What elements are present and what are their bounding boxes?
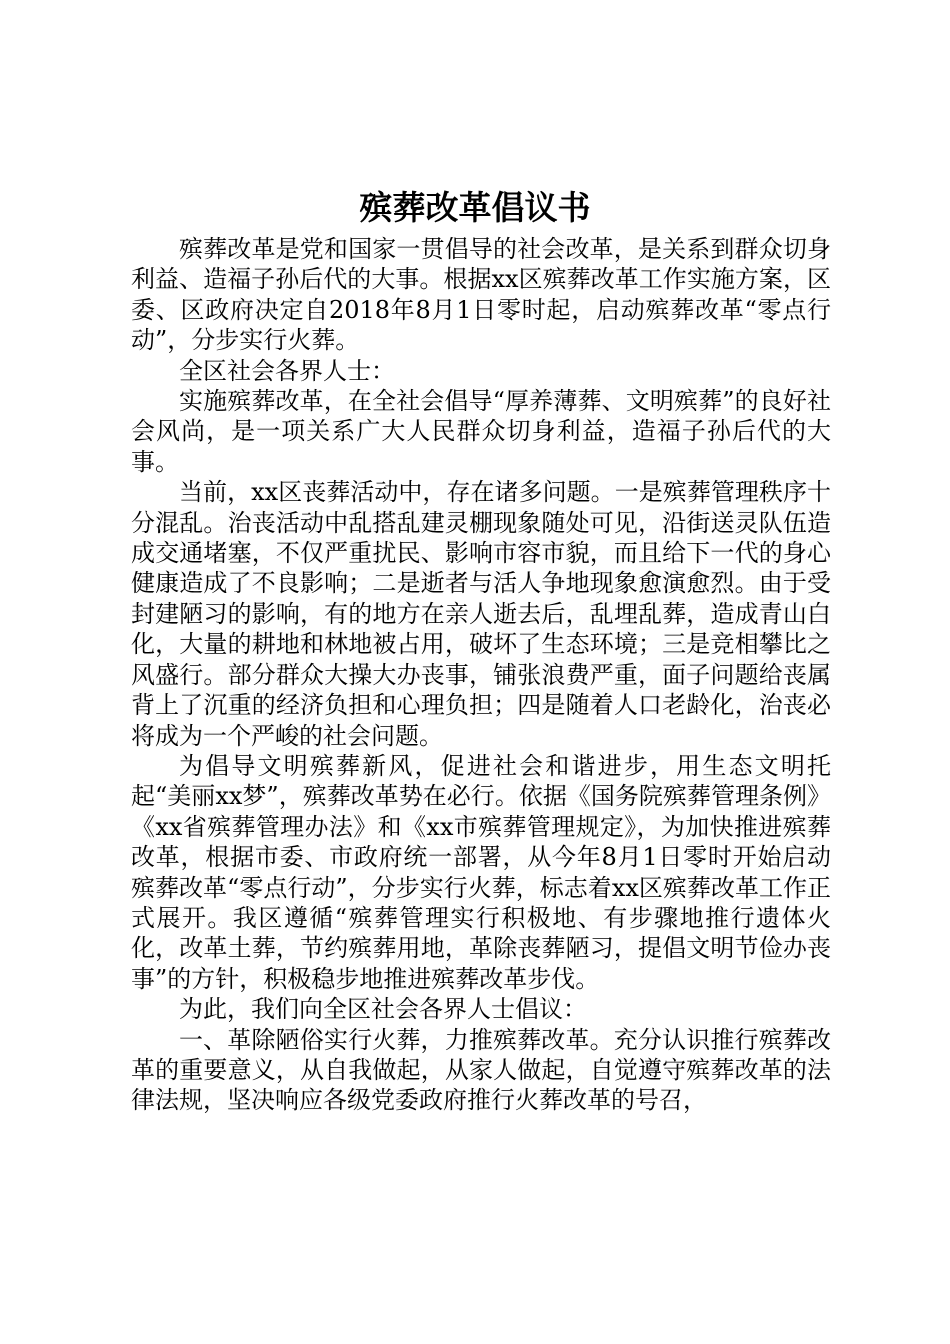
paragraph-salutation: 全区社会各界人士： bbox=[179, 356, 395, 385]
document-body bbox=[131, 234, 831, 1116]
paragraph-intro: 殡葬改革是党和国家一贯倡导的社会改革，是关系到群众切身利益、造福子孙后代的大事。根据xx区殡葬改革工作实施方案，区委、区政府决定自2018年8月1日零时起，启动殡葬改革“零点行动”，分步实行火葬。 bbox=[131, 235, 831, 355]
paragraph-proposal-1: 一、革除陋俗实行火葬，力推殡葬改革。充分认识推行殡葬改革的重要意义，从自我做起，从家人做起，自觉遵守殡葬改革的法律法规，坚决响应各级党委政府推行火葬改革的号召， bbox=[131, 1025, 831, 1115]
paragraph-policy: 为倡导文明殡葬新风，促进社会和谐进步，用生态文明托起“美丽xx梦”，殡葬改革势在必行。依据《国务院殡葬管理条例》《xx省殡葬管理办法》和《xx市殡葬管理规定》，为加快推进殡葬改革，根据市委、市政府统一部署，从今年8月1日零时开始启动殡葬改革“零点行动”，分步实行火葬，标志着xx区殡葬改革工作正式展开。我区遵循“殡葬管理实行积极地、有步骤地推行遗体火化，改革土葬，节约殡葬用地，革除丧葬陋习，提倡文明节俭办丧事”的方针，积极稳步地推进殡葬改革步伐。 bbox=[131, 751, 831, 993]
paragraph-proposal-lead: 为此，我们向全区社会各界人士倡议： bbox=[179, 995, 587, 1024]
paragraph-purpose: 实施殡葬改革，在全社会倡导“厚养薄葬、文明殡葬”的良好社会风尚，是一项关系广大人民群众切身利益，造福子孙后代的大事。 bbox=[131, 387, 831, 476]
document-title: 殡葬改革倡议书 bbox=[359, 188, 591, 227]
paragraph-problems: 当前，xx区丧葬活动中，存在诸多问题。一是殡葬管理秩序十分混乱。治丧活动中乱搭乱建灵棚现象随处可见，沿街送灵队伍造成交通堵塞，不仅严重扰民、影响市容市貌，而且给下一代的身心健康造成了不良影响；二是逝者与活人争地现象愈演愈烈。由于受封建陋习的影响，有的地方在亲人逝去后，乱埋乱葬，造成青山白化，大量的耕地和林地被占用，破坏了生态环境；三是竞相攀比之风盛行。部分群众大操大办丧事，铺张浪费严重，面子问题给丧属背上了沉重的经济负担和心理负担；四是随着人口老龄化，治丧必将成为一个严峻的社会问题。 bbox=[131, 478, 831, 750]
